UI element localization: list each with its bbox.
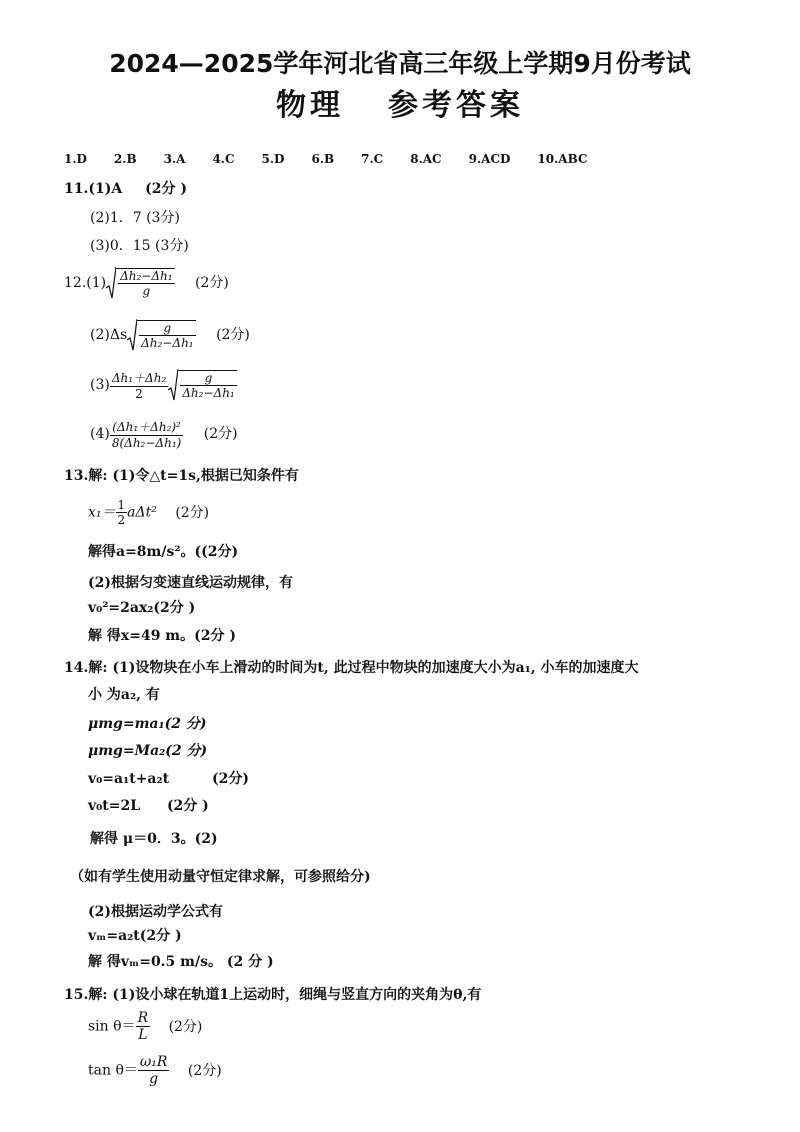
q14-line3: μmg=ma₁(2 分) — [88, 716, 207, 732]
q11-part1 — [64, 178, 187, 198]
q12-part1-score: (2分) — [195, 275, 229, 291]
q13-fraction-numerator: 1 — [117, 498, 126, 512]
q14-line4: μmg=Ma₂(2 分) — [88, 743, 208, 759]
exam-title: 2024—2025学年河北省高三年级上学期9月份考试 — [109, 49, 691, 78]
q15-line3 — [88, 1054, 222, 1087]
q11-part1-score: (2分 ) — [145, 181, 187, 197]
q14-line5-equation: v₀=a₁t+a₂t — [88, 771, 170, 787]
multiple-choice-answers — [64, 152, 615, 166]
q13-formula-rhs: aΔt² — [127, 504, 157, 521]
mc-answer: 5.D — [261, 152, 285, 166]
q15-line3-score: (2分) — [187, 1062, 222, 1079]
subject-label: 物理 — [276, 88, 344, 123]
q15-line3-denominator: g — [149, 1071, 159, 1087]
mc-answer: 7.C — [361, 152, 384, 166]
q14-line7: 解得 μ＝0．3。(2) — [90, 831, 218, 847]
mc-answer: 4.C — [212, 152, 235, 166]
q13-line4: (2)根据匀变速直线运动规律，有 — [88, 575, 293, 591]
q14-note: （如有学生使用动量守恒定律求解，可参照给分) — [70, 869, 371, 885]
q12-part2-score: (2分) — [216, 327, 250, 343]
q12-part1-numerator: Δh₂−Δh₁ — [120, 269, 173, 283]
q12-part3-prefix: (3) — [90, 377, 110, 393]
q14-line1: 14.解: (1)设物块在小车上滑动的时间为t, 此过程中物块的加速度大小为a₁, 小车的加速度大 — [64, 660, 639, 676]
mc-answer: 10.ABC — [537, 152, 588, 166]
q12-part4 — [90, 418, 238, 450]
q13-line1: 13.解: (1)令△t=1s,根据已知条件有 — [64, 468, 299, 484]
q12-part3 — [90, 368, 237, 402]
q13-formula-lhs: x₁＝ — [88, 504, 116, 521]
q12-part3-root-numerator: g — [180, 371, 236, 386]
sqrt-symbol — [127, 318, 195, 352]
q15-line3-lhs: tan θ＝ — [88, 1062, 138, 1079]
q15-line1: 15.解: (1)设小球在轨道1上运动时，细绳与竖直方向的夹角为θ,有 — [64, 987, 482, 1003]
mc-answer: 1.D — [64, 152, 87, 166]
q13-fraction-denominator: 2 — [117, 513, 126, 527]
q12-part2-numerator: g — [139, 321, 195, 336]
q12-part2 — [90, 318, 250, 352]
q15-line2 — [88, 1010, 202, 1043]
q13-line5: v₀²=2ax₂(2分 ) — [88, 600, 196, 616]
q13-formula-score: (2分) — [175, 504, 210, 521]
sqrt-symbol — [106, 266, 174, 300]
q14-line5-score: (2分) — [211, 771, 249, 787]
q12-part1-denominator: g — [142, 284, 151, 298]
q11-part1-answer: 11.(1)A — [64, 181, 123, 197]
q12-part3-denominator: 2 — [135, 387, 143, 401]
sqrt-symbol — [168, 368, 236, 402]
q12-part3-numerator: Δh₁＋Δh₂ — [111, 371, 167, 385]
q12-part1 — [64, 266, 229, 300]
q11-part2: (2)1．7 (3分) — [90, 210, 180, 226]
q15-line2-lhs: sin θ＝ — [88, 1018, 136, 1035]
q14-line6 — [88, 795, 209, 815]
mc-answer: 3.A — [163, 152, 186, 166]
q12-part4-denominator: 8(Δh₂−Δh₁) — [111, 436, 182, 450]
exam-subtitle — [0, 80, 800, 124]
q15-line2-denominator: L — [138, 1027, 148, 1043]
q12-part1-prefix: 12.(1) — [64, 275, 107, 291]
q15-line3-numerator: ω₁R — [139, 1054, 168, 1070]
q13-line3: 解得a=8m/s²。((2分) — [88, 544, 239, 560]
q12-part2-prefix: (2)Δs — [90, 327, 128, 343]
q12-part2-denominator: Δh₂−Δh₁ — [141, 336, 194, 350]
q12-part3-root-denominator: Δh₂−Δh₁ — [182, 386, 235, 400]
q14-line6-equation: v₀t=2L — [88, 798, 141, 814]
mc-answer: 8.AC — [410, 152, 442, 166]
q14-line8: (2)根据运动学公式有 — [88, 904, 223, 920]
q13-line2 — [88, 498, 209, 527]
q12-part4-prefix: (4) — [90, 426, 110, 442]
q13-line6: 解 得x=49 m。(2分 ) — [88, 628, 236, 644]
q15-line2-numerator: R — [137, 1010, 149, 1026]
q14-line5 — [88, 768, 249, 788]
mc-answer: 9.ACD — [468, 152, 511, 166]
q15-line2-score: (2分) — [168, 1018, 203, 1035]
q14-line6-score: (2分 ) — [166, 798, 209, 814]
q12-part4-numerator: (Δh₁＋Δh₂)² — [110, 418, 183, 436]
q11-part3: (3)0．15 (3分) — [90, 238, 189, 254]
answer-key-label: 参考答案 — [388, 88, 524, 123]
q14-line2: 小 为a₂, 有 — [88, 687, 160, 703]
q12-part4-score: (2分) — [203, 426, 238, 442]
mc-answer: 2.B — [113, 152, 137, 166]
mc-answer: 6.B — [311, 152, 335, 166]
q14-line9: vₘ=a₂t(2分 ) — [88, 928, 182, 944]
q14-line10: 解 得vₘ=0.5 m/s。 (2 分 ) — [88, 954, 274, 970]
